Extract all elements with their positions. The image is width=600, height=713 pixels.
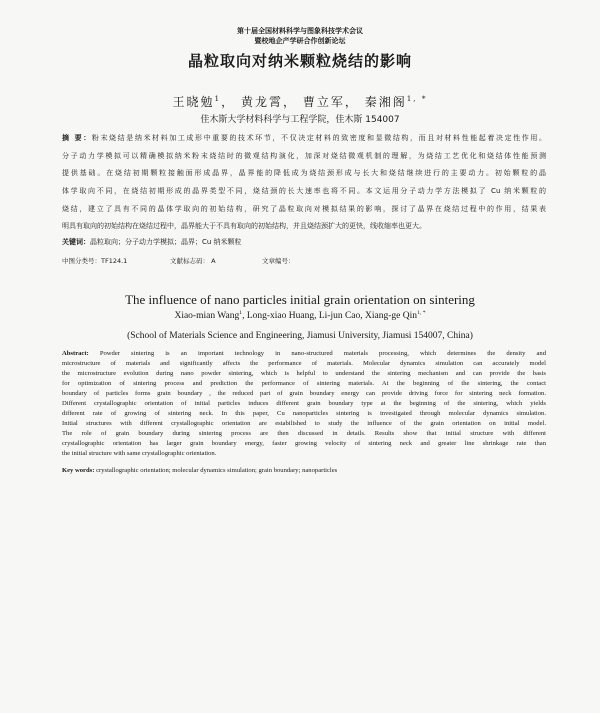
author-separator: , xyxy=(242,311,247,321)
abstract-en-line: Different crystallographic orientation of initial particles induces different grain boundary type at the beginning of the sintering, which yields xyxy=(62,400,546,407)
abstract-en-line: The role of grain boundary during sintering process are then discussed in details. Results show that initial structure with different xyxy=(62,430,546,437)
author-name: Long-xiao Huang xyxy=(246,311,315,321)
author-name: 曹立军 xyxy=(302,95,345,109)
authors-cn xyxy=(0,93,600,110)
conference-title: 第十届全国材料科学与图象科技学术会议 xyxy=(237,27,363,35)
keywords-en-text: crystallographic orientation; molecular dynamics simulation; grain boundary; nanoparticles xyxy=(96,467,338,474)
conference-subtitle: 暨校地企产学研合作创新论坛 xyxy=(254,37,346,45)
abstract-cn-line: 提供基础。在烧结初期颗粒接触面形成晶界，晶界能的降低成为烧结颈形成与长大和烧结继续进行的主要动力。初始颗粒的晶 xyxy=(62,169,546,177)
clc-number: 中图分类号：TF124.1 xyxy=(62,257,128,265)
abstract-en-line: different rate of growing of sintering neck. In this paper, Cu nanoparticles sintering is investigated through molecular dynamics simulation. xyxy=(62,410,546,417)
author-name: 秦湘阁 xyxy=(364,95,407,109)
abstract-cn-line: 烧结，建立了具有不同的晶体学取向的初始结构，研究了晶粒取向对模拟结果的影响，探讨了晶界在烧结过程中的作用，结果表 xyxy=(62,205,546,213)
author-separator: ， xyxy=(221,95,236,109)
keywords-cn xyxy=(62,237,546,248)
author-separator: ， xyxy=(282,95,297,109)
abstract-en-line: the microstructure evolution during nano powder sintering, which is helpful to understand the sintering mechanism and can provide the basis xyxy=(62,370,546,377)
author-affiliation-mark: 1 xyxy=(214,94,222,103)
affiliation-cn: 佳木斯大学材料科学与工程学院，佳木斯 154007 xyxy=(200,115,400,125)
article-number: 文章编号： xyxy=(262,257,295,265)
paper-title-cn: 晶粒取向对纳米颗粒烧结的影响 xyxy=(187,52,412,70)
abstract-en-line: the initial structure with same crystallographic orientation. xyxy=(62,450,217,457)
author-affiliation-mark: 1 xyxy=(239,309,243,316)
abstract-label-cn: 摘 要： xyxy=(62,134,92,142)
keywords-label-cn: 关键词： xyxy=(62,238,90,246)
abstract-cn-line xyxy=(62,133,546,144)
author-name: 黄龙霄 xyxy=(240,95,283,109)
author-separator: , xyxy=(360,311,366,321)
abstract-en-line: boundary of particles forms grain boundary , the reduced part of grain boundary energy can provide driving force for sintering neck formation. xyxy=(62,390,546,397)
author-affiliation-mark: 1, * xyxy=(406,94,428,103)
authors-en xyxy=(0,311,600,321)
abstract-en-line xyxy=(62,349,546,359)
abstract-cn-line: 分子动力学模拟可以精确模拟纳米粉末烧结时的微观结构演化，加深对烧结微观机制的理解，为烧结工艺优化和烧结体性能预测 xyxy=(62,152,546,160)
keywords-label-en: Key words: xyxy=(62,467,95,474)
author-name: 王晓勉 xyxy=(172,95,215,109)
abstract-cn-line: 明具有取向的初始结构在烧结过程中，晶界能大于不具有取向的初始结构，并且烧结颈扩大的更快，线收缩率也更大。 xyxy=(62,222,426,230)
author-separator: ， xyxy=(344,95,359,109)
abstract-en-line: crystallographic orientation has larger grain boundary energy, faster growing velocity of sintering neck and greater line shrinkage rate than xyxy=(62,440,546,447)
author-affiliation-mark: 1, * xyxy=(417,309,426,316)
abstract-en-line: microstructure of materials and significantly affects the performance of materials. Molecular dynamics simulation can accurately model xyxy=(62,360,546,367)
abstract-en-line: Initial structures with different crystallographic orientation are estabilished to study the influence of the grain orientation on initial model. xyxy=(62,420,546,427)
abstract-cn-line: 体学取向不同，在烧结初期形成的晶界类型不同，烧结颈的长大速率也将不同。本文运用分子动力学方法模拟了 Cu 纳米颗粒的 xyxy=(62,187,546,195)
abstract-en-line: for optimization of sintering process and prediction the performance of sintering materials. At the beginning of the sintering, the contact xyxy=(62,380,546,387)
author-name: Xiao-mian Wang xyxy=(174,311,240,321)
author-name: Xiang-ge Qin xyxy=(365,311,418,321)
author-separator: , xyxy=(314,311,319,321)
keywords-en xyxy=(62,466,546,476)
document-code: 文献标志码： A xyxy=(170,257,216,265)
abstract-en-text: Powder sintering is an important technology in nano-structured materials processing, which determines the density and xyxy=(99,350,546,357)
abstract-cn-text: 粉末烧结是纳米材料加工成形中重要的技术环节，不仅决定材料的致密度和显微结构，而且对材料性能起着决定性作用。 xyxy=(91,134,546,142)
author-name: Li-jun Cao xyxy=(318,311,361,321)
keywords-cn-text: 晶粒取向；分子动力学模拟；晶界；Cu 纳米颗粒 xyxy=(90,238,242,246)
paper-title-en: The influence of nano particles initial grain orientation on sintering xyxy=(125,292,475,307)
affiliation-en: (School of Materials Science and Engineering, Jiamusi University, Jiamusi 154007, China) xyxy=(127,331,473,341)
abstract-label-en: Abstract: xyxy=(62,350,89,357)
